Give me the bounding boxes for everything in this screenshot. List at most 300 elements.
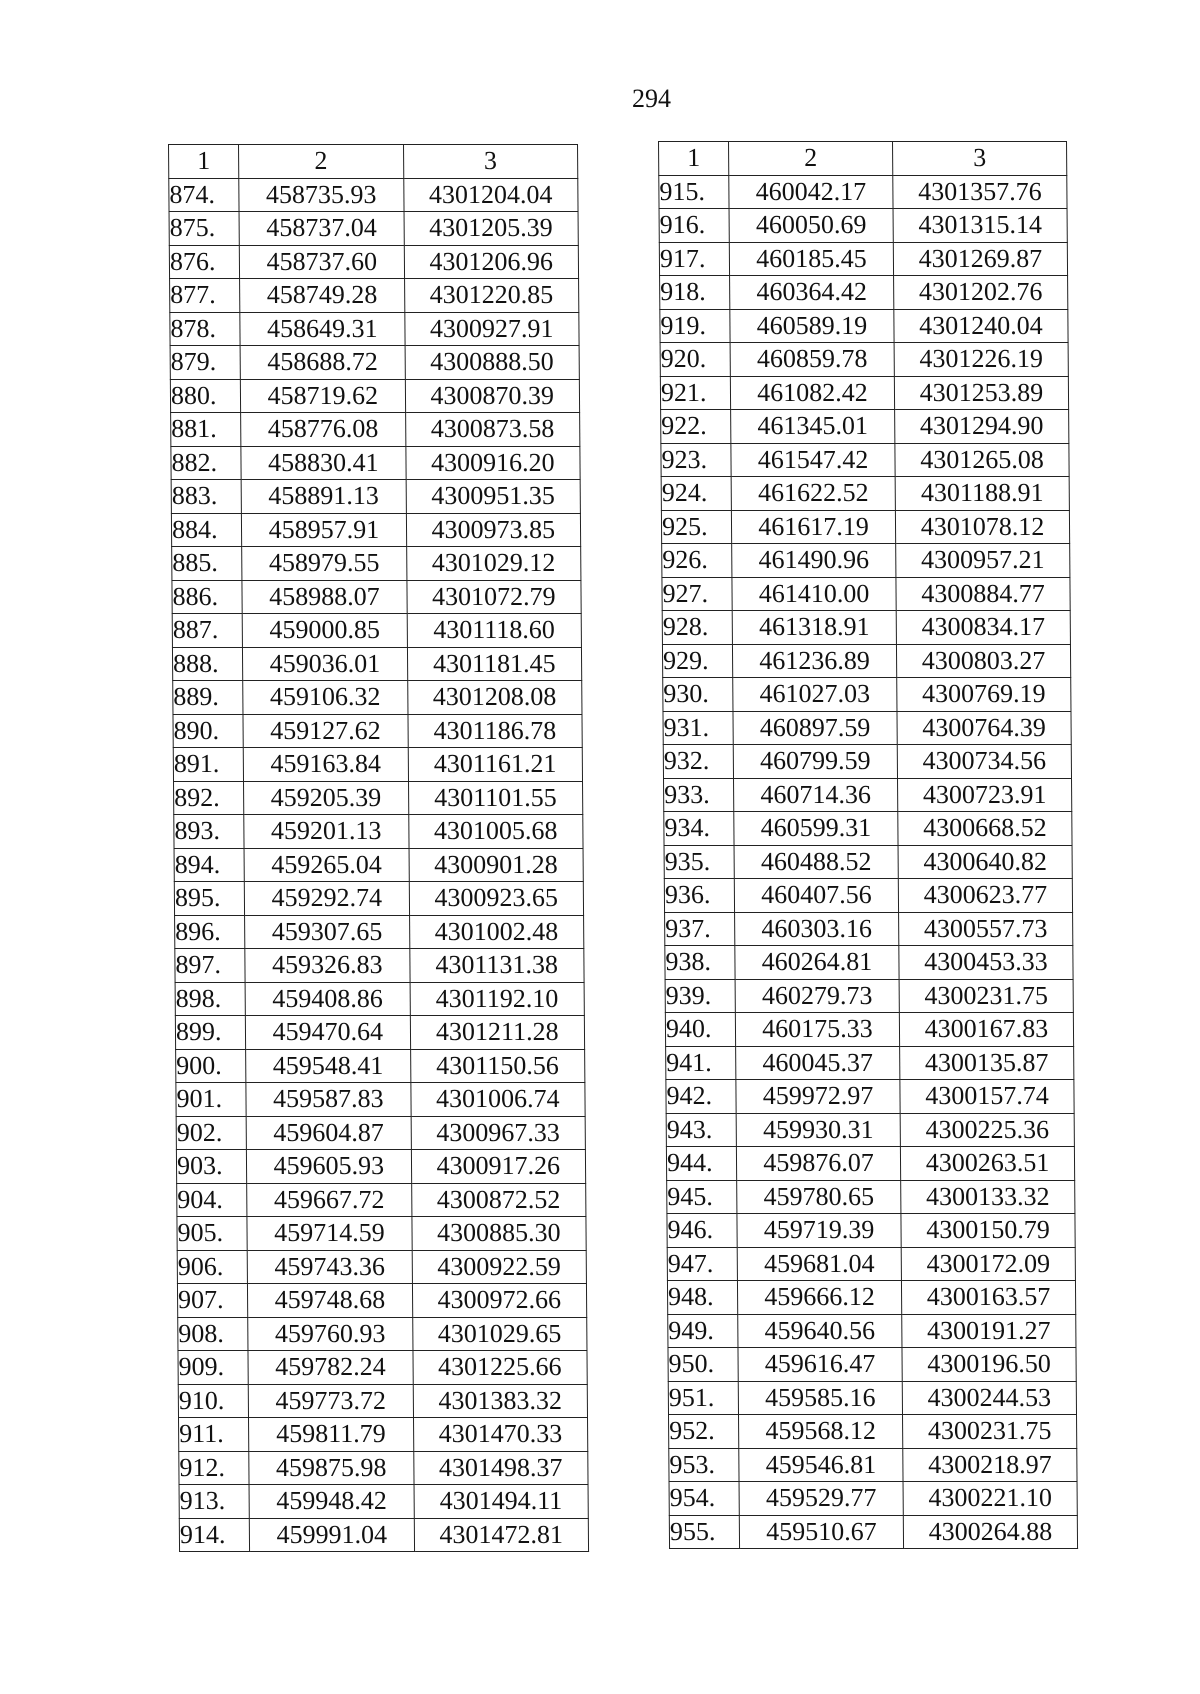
table-row bbox=[659, 209, 1067, 243]
table-row bbox=[666, 1147, 1074, 1181]
coordinate-x-cell: 459587.83 bbox=[246, 1083, 411, 1117]
table-row bbox=[176, 1116, 585, 1150]
coordinate-x-cell: 459548.41 bbox=[246, 1049, 411, 1083]
table-row bbox=[178, 1351, 587, 1385]
table-row bbox=[170, 279, 579, 313]
table-header-row bbox=[659, 142, 1067, 176]
coordinate-x-cell: 459000.85 bbox=[242, 614, 407, 648]
point-number-cell: 912. bbox=[179, 1451, 249, 1485]
table-row bbox=[174, 882, 583, 916]
coordinate-x-cell: 460599.31 bbox=[734, 812, 898, 846]
coordinate-y-cell: 4301205.39 bbox=[404, 212, 579, 246]
coordinate-x-cell: 461622.52 bbox=[731, 477, 895, 511]
table-row bbox=[659, 175, 1067, 209]
table-row bbox=[664, 879, 1072, 913]
table-row bbox=[666, 1046, 1074, 1080]
coordinate-y-cell: 4300872.52 bbox=[411, 1183, 586, 1217]
table-row bbox=[669, 1415, 1077, 1449]
table-row bbox=[661, 477, 1069, 511]
coordinate-x-cell: 459782.24 bbox=[248, 1351, 413, 1385]
point-number-cell: 902. bbox=[176, 1116, 246, 1150]
coordinate-x-cell: 459205.39 bbox=[244, 781, 409, 815]
point-number-cell: 940. bbox=[665, 1013, 735, 1047]
point-number-cell: 941. bbox=[666, 1046, 736, 1080]
point-number-cell: 938. bbox=[665, 946, 735, 980]
table-row bbox=[170, 379, 579, 413]
table-row bbox=[176, 1049, 585, 1083]
coordinate-x-cell: 459875.98 bbox=[249, 1451, 414, 1485]
coordinate-y-cell: 4301206.96 bbox=[404, 245, 579, 279]
table-row bbox=[664, 845, 1072, 879]
coordinate-x-cell: 458979.55 bbox=[242, 547, 407, 581]
coordinate-y-cell: 4301294.90 bbox=[895, 410, 1069, 444]
point-number-cell: 885. bbox=[172, 547, 242, 581]
point-number-cell: 881. bbox=[171, 413, 241, 447]
coordinate-x-cell: 459605.93 bbox=[247, 1150, 412, 1184]
coordinate-y-cell: 4301315.14 bbox=[893, 209, 1067, 243]
coordinate-y-cell: 4301225.66 bbox=[413, 1351, 588, 1385]
table-row bbox=[177, 1183, 586, 1217]
table-row bbox=[662, 611, 1070, 645]
point-number-cell: 905. bbox=[177, 1217, 247, 1251]
coordinate-x-cell: 459326.83 bbox=[245, 949, 410, 983]
coordinate-x-cell: 460364.42 bbox=[730, 276, 894, 310]
table-row bbox=[171, 413, 580, 447]
coordinate-y-cell: 4300901.28 bbox=[409, 848, 584, 882]
coordinate-y-cell: 4301192.10 bbox=[410, 982, 585, 1016]
coordinate-y-cell: 4301161.21 bbox=[408, 748, 583, 782]
coordinate-x-cell: 460264.81 bbox=[735, 946, 899, 980]
coordinate-x-cell: 460799.59 bbox=[733, 745, 897, 779]
table-body-left bbox=[169, 178, 589, 1552]
coordinate-x-cell: 461490.96 bbox=[732, 544, 896, 578]
coordinate-y-cell: 4300917.26 bbox=[411, 1150, 586, 1184]
point-number-cell: 907. bbox=[177, 1284, 247, 1318]
coordinate-y-cell: 4300873.58 bbox=[405, 413, 580, 447]
point-number-cell: 895. bbox=[174, 882, 244, 916]
coordinate-y-cell: 4301498.37 bbox=[413, 1451, 588, 1485]
table-row bbox=[666, 1080, 1074, 1114]
coordinate-y-cell: 4301131.38 bbox=[409, 949, 584, 983]
point-number-cell: 889. bbox=[173, 681, 243, 715]
coordinate-x-cell: 459760.93 bbox=[248, 1317, 413, 1351]
point-number-cell: 886. bbox=[172, 580, 242, 614]
point-number-cell: 921. bbox=[660, 376, 730, 410]
point-number-cell: 903. bbox=[176, 1150, 246, 1184]
table-row bbox=[669, 1482, 1077, 1516]
coordinate-y-cell: 4300916.20 bbox=[405, 446, 580, 480]
point-number-cell: 908. bbox=[178, 1317, 248, 1351]
point-number-cell: 887. bbox=[172, 614, 242, 648]
coordinate-x-cell: 459930.31 bbox=[736, 1113, 900, 1147]
coordinate-x-cell: 460488.52 bbox=[734, 845, 898, 879]
point-number-cell: 919. bbox=[660, 309, 730, 343]
coordinate-x-cell: 459991.04 bbox=[249, 1518, 414, 1552]
coordinate-x-cell: 459681.04 bbox=[737, 1247, 901, 1281]
coordinate-y-cell: 4300135.87 bbox=[900, 1046, 1074, 1080]
table-row bbox=[177, 1250, 586, 1284]
coordinate-x-cell: 459616.47 bbox=[738, 1348, 902, 1382]
coordinate-x-cell: 459780.65 bbox=[737, 1180, 901, 1214]
coordinate-x-cell: 459773.72 bbox=[248, 1384, 413, 1418]
table-row bbox=[177, 1217, 586, 1251]
table-row bbox=[169, 212, 578, 246]
point-number-cell: 930. bbox=[663, 678, 733, 712]
coordinate-x-cell: 458749.28 bbox=[240, 279, 405, 313]
table-row bbox=[668, 1381, 1076, 1415]
point-number-cell: 901. bbox=[176, 1083, 246, 1117]
coordinate-x-cell: 458957.91 bbox=[242, 513, 407, 547]
coordinate-y-cell: 4300231.75 bbox=[899, 979, 1073, 1013]
table-row bbox=[176, 1083, 585, 1117]
coordinate-y-cell: 4300764.39 bbox=[897, 711, 1071, 745]
coordinate-y-cell: 4300133.32 bbox=[901, 1180, 1075, 1214]
coordinate-y-cell: 4300734.56 bbox=[897, 745, 1071, 779]
table-row bbox=[179, 1485, 588, 1519]
table-row bbox=[173, 748, 582, 782]
coordinate-y-cell: 4301002.48 bbox=[409, 915, 584, 949]
table-row bbox=[668, 1314, 1076, 1348]
coordinate-y-cell: 4301029.65 bbox=[412, 1317, 587, 1351]
point-number-cell: 935. bbox=[664, 845, 734, 879]
table-row bbox=[174, 781, 583, 815]
point-number-cell: 952. bbox=[669, 1415, 739, 1449]
coordinate-y-cell: 4301208.08 bbox=[407, 681, 582, 715]
point-number-cell: 917. bbox=[659, 242, 729, 276]
coordinate-x-cell: 459604.87 bbox=[246, 1116, 411, 1150]
coordinate-x-cell: 460279.73 bbox=[735, 979, 899, 1013]
coordinate-x-cell: 458891.13 bbox=[241, 480, 406, 514]
table-row bbox=[661, 510, 1069, 544]
column-header-1: 1 bbox=[659, 142, 729, 176]
coordinate-x-cell: 460185.45 bbox=[729, 242, 893, 276]
point-number-cell: 899. bbox=[175, 1016, 245, 1050]
table-row bbox=[667, 1281, 1075, 1315]
table-row bbox=[174, 848, 583, 882]
coordinate-x-cell: 458988.07 bbox=[242, 580, 407, 614]
point-number-cell: 920. bbox=[660, 343, 730, 377]
coordinate-y-cell: 4300922.59 bbox=[412, 1250, 587, 1284]
table-row bbox=[171, 513, 580, 547]
table-row bbox=[178, 1384, 587, 1418]
coordinate-y-cell: 4301202.76 bbox=[894, 276, 1068, 310]
point-number-cell: 874. bbox=[169, 178, 239, 212]
coordinate-y-cell: 4301204.04 bbox=[403, 178, 578, 212]
coordinate-x-cell: 459546.81 bbox=[739, 1448, 903, 1482]
coordinate-x-cell: 460859.78 bbox=[730, 343, 894, 377]
coordinate-y-cell: 4300885.30 bbox=[411, 1217, 586, 1251]
point-number-cell: 884. bbox=[171, 513, 241, 547]
point-number-cell: 951. bbox=[668, 1381, 738, 1415]
table-row bbox=[667, 1214, 1075, 1248]
coordinate-x-cell: 461236.89 bbox=[732, 644, 896, 678]
table-row bbox=[179, 1518, 588, 1552]
coordinate-y-cell: 4300973.85 bbox=[406, 513, 581, 547]
point-number-cell: 876. bbox=[169, 245, 239, 279]
coordinate-x-cell: 460714.36 bbox=[734, 778, 898, 812]
coordinate-x-cell: 458735.93 bbox=[239, 178, 404, 212]
coordinate-y-cell: 4300225.36 bbox=[900, 1113, 1074, 1147]
coordinate-x-cell: 459127.62 bbox=[243, 714, 408, 748]
point-number-cell: 906. bbox=[177, 1250, 247, 1284]
coordinate-x-cell: 460175.33 bbox=[735, 1013, 899, 1047]
point-number-cell: 943. bbox=[666, 1113, 736, 1147]
coordinate-y-cell: 4301186.78 bbox=[408, 714, 583, 748]
table-row bbox=[171, 446, 580, 480]
table-row bbox=[667, 1180, 1075, 1214]
table-row bbox=[661, 410, 1069, 444]
coordinate-x-cell: 459811.79 bbox=[249, 1418, 414, 1452]
coordinate-x-cell: 459470.64 bbox=[246, 1016, 411, 1050]
point-number-cell: 946. bbox=[667, 1214, 737, 1248]
coordinate-y-cell: 4300172.09 bbox=[901, 1247, 1075, 1281]
coordinate-x-cell: 461410.00 bbox=[732, 577, 896, 611]
coordinate-y-cell: 4300803.27 bbox=[896, 644, 1070, 678]
table-row bbox=[169, 245, 578, 279]
coordinate-y-cell: 4301006.74 bbox=[410, 1083, 585, 1117]
point-number-cell: 924. bbox=[661, 477, 731, 511]
coordinate-y-cell: 4301472.81 bbox=[414, 1518, 589, 1552]
point-number-cell: 879. bbox=[170, 346, 240, 380]
coordinate-y-cell: 4300923.65 bbox=[409, 882, 584, 916]
table-row bbox=[668, 1348, 1076, 1382]
table-row bbox=[172, 547, 581, 581]
coordinate-y-cell: 4300264.88 bbox=[903, 1515, 1077, 1549]
coordinate-x-cell: 460589.19 bbox=[730, 309, 894, 343]
coordinate-x-cell: 461082.42 bbox=[730, 376, 894, 410]
point-number-cell: 883. bbox=[171, 480, 241, 514]
coordinate-y-cell: 4301072.79 bbox=[406, 580, 581, 614]
table-row bbox=[172, 647, 581, 681]
coordinate-y-cell: 4300927.91 bbox=[404, 312, 579, 346]
coordinate-x-cell: 459667.72 bbox=[247, 1183, 412, 1217]
coordinate-y-cell: 4300221.10 bbox=[903, 1482, 1077, 1516]
coordinate-y-cell: 4301118.60 bbox=[407, 614, 582, 648]
coordinate-y-cell: 4300557.73 bbox=[899, 912, 1073, 946]
table-row bbox=[171, 480, 580, 514]
point-number-cell: 882. bbox=[171, 446, 241, 480]
point-number-cell: 933. bbox=[664, 778, 734, 812]
table-row bbox=[667, 1247, 1075, 1281]
coordinate-x-cell: 461318.91 bbox=[732, 611, 896, 645]
coordinate-x-cell: 459307.65 bbox=[245, 915, 410, 949]
table-row bbox=[669, 1515, 1077, 1549]
coordinate-y-cell: 4301494.11 bbox=[414, 1485, 589, 1519]
coordinate-x-cell: 459036.01 bbox=[243, 647, 408, 681]
point-number-cell: 915. bbox=[659, 175, 729, 209]
point-number-cell: 892. bbox=[174, 781, 244, 815]
table-header-row bbox=[169, 145, 578, 179]
coordinate-y-cell: 4300723.91 bbox=[898, 778, 1072, 812]
point-number-cell: 900. bbox=[176, 1049, 246, 1083]
point-number-cell: 891. bbox=[173, 748, 243, 782]
point-number-cell: 945. bbox=[667, 1180, 737, 1214]
coordinate-x-cell: 459640.56 bbox=[738, 1314, 902, 1348]
point-number-cell: 916. bbox=[659, 209, 729, 243]
point-number-cell: 934. bbox=[664, 812, 734, 846]
coordinate-x-cell: 460407.56 bbox=[734, 879, 898, 913]
coordinate-y-cell: 4300957.21 bbox=[896, 544, 1070, 578]
coordinate-x-cell: 458649.31 bbox=[240, 312, 405, 346]
coordinate-x-cell: 459292.74 bbox=[244, 882, 409, 916]
coordinate-y-cell: 4300834.17 bbox=[896, 611, 1070, 645]
point-number-cell: 936. bbox=[664, 879, 734, 913]
coordinate-y-cell: 4301101.55 bbox=[408, 781, 583, 815]
point-number-cell: 954. bbox=[669, 1482, 739, 1516]
coordinate-y-cell: 4301253.89 bbox=[894, 376, 1068, 410]
point-number-cell: 928. bbox=[662, 611, 732, 645]
coordinate-x-cell: 459201.13 bbox=[244, 815, 409, 849]
point-number-cell: 925. bbox=[661, 510, 731, 544]
point-number-cell: 890. bbox=[173, 714, 243, 748]
coordinate-x-cell: 460050.69 bbox=[729, 209, 893, 243]
coordinate-x-cell: 459510.67 bbox=[739, 1515, 903, 1549]
coordinate-x-cell: 459948.42 bbox=[249, 1485, 414, 1519]
point-number-cell: 953. bbox=[669, 1448, 739, 1482]
table-row bbox=[172, 580, 581, 614]
coordinate-y-cell: 4300769.19 bbox=[897, 678, 1071, 712]
table-row bbox=[173, 714, 582, 748]
point-number-cell: 948. bbox=[667, 1281, 737, 1315]
table-row bbox=[665, 946, 1073, 980]
coordinate-x-cell: 458776.08 bbox=[241, 413, 406, 447]
point-number-cell: 955. bbox=[669, 1515, 739, 1549]
point-number-cell: 926. bbox=[662, 544, 732, 578]
coordinate-y-cell: 4300640.82 bbox=[898, 845, 1072, 879]
point-number-cell: 894. bbox=[174, 848, 244, 882]
table-row bbox=[662, 577, 1070, 611]
point-number-cell: 893. bbox=[174, 815, 244, 849]
coordinate-x-cell: 459719.39 bbox=[737, 1214, 901, 1248]
table-row bbox=[173, 681, 582, 715]
coordinate-x-cell: 458737.60 bbox=[239, 245, 404, 279]
table-row bbox=[179, 1418, 588, 1452]
table-row bbox=[665, 912, 1073, 946]
coordinate-y-cell: 4300623.77 bbox=[898, 879, 1072, 913]
coordinate-x-cell: 459666.12 bbox=[737, 1281, 901, 1315]
coordinate-x-cell: 458830.41 bbox=[241, 446, 406, 480]
coordinate-y-cell: 4301211.28 bbox=[410, 1016, 585, 1050]
coordinate-y-cell: 4300870.39 bbox=[405, 379, 580, 413]
coordinate-y-cell: 4300972.66 bbox=[412, 1284, 587, 1318]
coordinates-table-left bbox=[168, 144, 589, 1552]
table-row bbox=[170, 312, 579, 346]
coordinate-y-cell: 4300191.27 bbox=[902, 1314, 1076, 1348]
coordinate-y-cell: 4301470.33 bbox=[413, 1418, 588, 1452]
point-number-cell: 898. bbox=[175, 982, 245, 1016]
table-row bbox=[666, 1113, 1074, 1147]
point-number-cell: 944. bbox=[666, 1147, 736, 1181]
coordinate-x-cell: 460045.37 bbox=[736, 1046, 900, 1080]
point-number-cell: 947. bbox=[667, 1247, 737, 1281]
point-number-cell: 927. bbox=[662, 577, 732, 611]
coordinate-y-cell: 4300231.75 bbox=[903, 1415, 1077, 1449]
table-row bbox=[664, 812, 1072, 846]
coordinate-y-cell: 4300263.51 bbox=[900, 1147, 1074, 1181]
point-number-cell: 909. bbox=[178, 1351, 248, 1385]
coordinate-y-cell: 4300163.57 bbox=[901, 1281, 1075, 1315]
coordinate-x-cell: 458688.72 bbox=[240, 346, 405, 380]
table-row bbox=[660, 376, 1068, 410]
table-row bbox=[175, 1016, 584, 1050]
coordinate-y-cell: 4300157.74 bbox=[900, 1080, 1074, 1114]
coordinate-x-cell: 459876.07 bbox=[736, 1147, 900, 1181]
coordinate-y-cell: 4301226.19 bbox=[894, 343, 1068, 377]
coordinate-x-cell: 461027.03 bbox=[733, 678, 897, 712]
point-number-cell: 950. bbox=[668, 1348, 738, 1382]
coordinate-x-cell: 459163.84 bbox=[243, 748, 408, 782]
table-row bbox=[172, 614, 581, 648]
coordinate-y-cell: 4300218.97 bbox=[903, 1448, 1077, 1482]
coordinate-x-cell: 458719.62 bbox=[241, 379, 406, 413]
coordinate-x-cell: 459568.12 bbox=[739, 1415, 903, 1449]
point-number-cell: 932. bbox=[663, 745, 733, 779]
table-row bbox=[663, 678, 1071, 712]
table-row bbox=[174, 815, 583, 849]
coordinate-x-cell: 459265.04 bbox=[244, 848, 409, 882]
coordinate-y-cell: 4301181.45 bbox=[407, 647, 582, 681]
table-row bbox=[663, 745, 1071, 779]
column-header-2: 2 bbox=[239, 145, 404, 179]
table-row bbox=[664, 778, 1072, 812]
table-row bbox=[662, 544, 1070, 578]
point-number-cell: 939. bbox=[665, 979, 735, 1013]
point-number-cell: 910. bbox=[178, 1384, 248, 1418]
table-row bbox=[169, 178, 578, 212]
point-number-cell: 877. bbox=[170, 279, 240, 313]
point-number-cell: 922. bbox=[661, 410, 731, 444]
coordinate-y-cell: 4300967.33 bbox=[411, 1116, 586, 1150]
coordinate-y-cell: 4301240.04 bbox=[894, 309, 1068, 343]
table-row bbox=[176, 1150, 585, 1184]
table-row bbox=[665, 979, 1073, 1013]
table-row bbox=[175, 949, 584, 983]
table-row bbox=[175, 982, 584, 1016]
coordinate-x-cell: 459408.86 bbox=[245, 982, 410, 1016]
table-row bbox=[660, 343, 1068, 377]
coordinate-y-cell: 4301005.68 bbox=[408, 815, 583, 849]
point-number-cell: 897. bbox=[175, 949, 245, 983]
table-row bbox=[177, 1284, 586, 1318]
coordinate-x-cell: 461617.19 bbox=[731, 510, 895, 544]
point-number-cell: 929. bbox=[662, 644, 732, 678]
point-number-cell: 942. bbox=[666, 1080, 736, 1114]
table-row bbox=[662, 644, 1070, 678]
table-row bbox=[179, 1451, 588, 1485]
coordinate-y-cell: 4300244.53 bbox=[902, 1381, 1076, 1415]
column-header-3: 3 bbox=[403, 145, 578, 179]
coordinate-y-cell: 4300668.52 bbox=[898, 812, 1072, 846]
coordinate-y-cell: 4300453.33 bbox=[899, 946, 1073, 980]
coordinate-x-cell: 461547.42 bbox=[731, 443, 895, 477]
coordinate-y-cell: 4301265.08 bbox=[895, 443, 1069, 477]
point-number-cell: 913. bbox=[179, 1485, 249, 1519]
coordinate-y-cell: 4300888.50 bbox=[405, 346, 580, 380]
coordinate-x-cell: 458737.04 bbox=[239, 212, 404, 246]
coordinate-y-cell: 4301357.76 bbox=[893, 175, 1067, 209]
coordinate-y-cell: 4301078.12 bbox=[895, 510, 1069, 544]
column-header-3: 3 bbox=[893, 142, 1067, 176]
point-number-cell: 880. bbox=[170, 379, 240, 413]
coordinate-x-cell: 459714.59 bbox=[247, 1217, 412, 1251]
coordinate-y-cell: 4300167.83 bbox=[899, 1013, 1073, 1047]
point-number-cell: 904. bbox=[177, 1183, 247, 1217]
point-number-cell: 918. bbox=[660, 276, 730, 310]
point-number-cell: 878. bbox=[170, 312, 240, 346]
point-number-cell: 937. bbox=[665, 912, 735, 946]
table-row bbox=[663, 711, 1071, 745]
table-row bbox=[669, 1448, 1077, 1482]
